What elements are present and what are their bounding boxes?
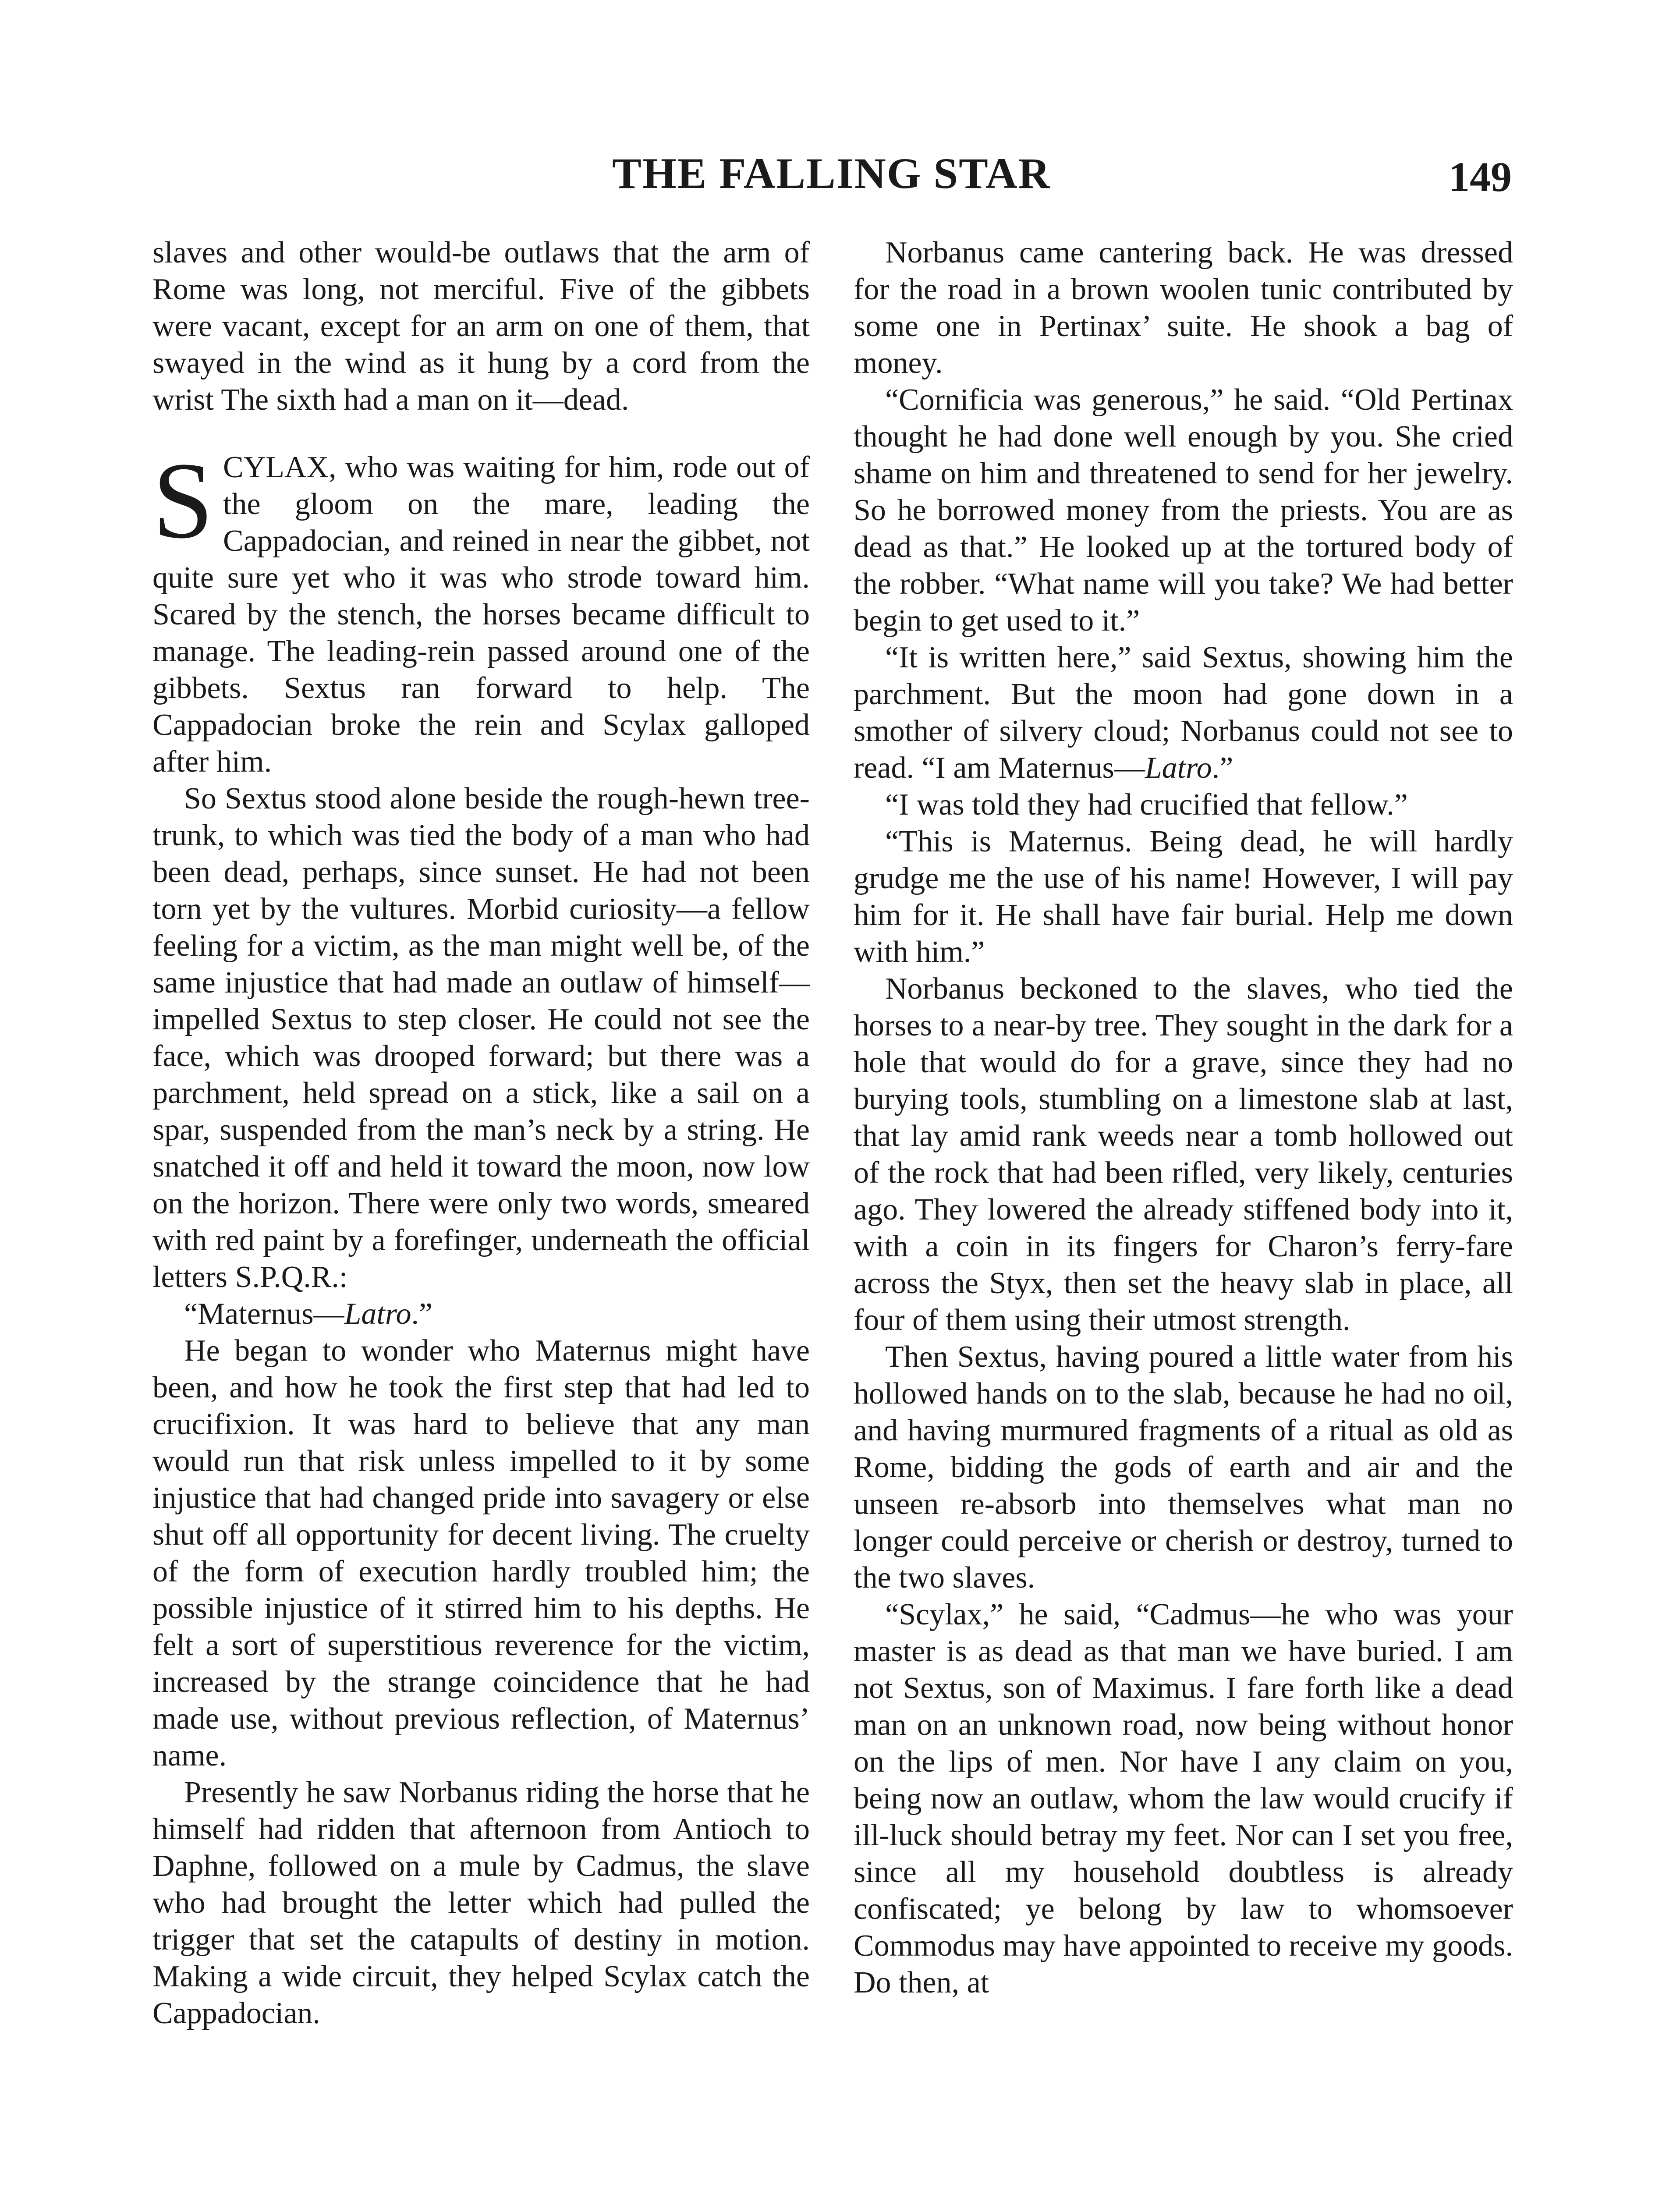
paragraph: Presently he saw Norbanus riding the horse that he himself had ridden that afternoon from Antioch to Daphne, followed on a mule by Cadmus, the slave who had brought the letter which had pulled the trigger that set the catapults of destiny in motion. Making a wide circuit, they helped Scylax catch the Cappadocian.: [152, 1776, 810, 2030]
paragraph-text: who was waiting for him, rode out of the gloom on the mare, leading the Cappadocian, and reined in near the gibbet, not quite sure yet who it was who strode toward him. Scared by the stench, the horses became difficult to manage. The leading-rein passed around one of the gibbets. Sextus ran forward to help. The Cappadocian broke the rein and Scylax galloped after him.: [152, 450, 810, 779]
paragraph: “Scylax,” he said, “Cadmus—he who was your master is as dead as that man we have buried. I am not Sextus, son of Maximus. I fare forth like a dead man on an unknown road, now being without honor on the lips of men. Nor have I any claim on you, being now an outlaw, whom the law would crucify if ill-luck should betray my feet. Nor can I set you free, since all my household doubtless is already confiscated; ye belong by law to whomsoever Commodus may have appointed to receive my goods. Do then, at: [854, 1598, 1513, 2000]
paragraph: slaves and other would-be outlaws that the arm of Rome was long, not merciful. Five of the gibbets were vacant, except for an arm on one of them, that swayed in the wind as it hung by a cord from the wrist The sixth had a man on it—dead.: [152, 236, 810, 417]
paragraph-text: “It is written here,” said Sextus, showing him the parchment. But the moon had gone down in a smother of silvery cloud; Norbanus could not see to read. “I am Maternus—: [854, 641, 1513, 785]
paragraph-text: .”: [1212, 751, 1233, 785]
paragraph: Then Sextus, having poured a little water from his hollowed hands on to the slab, because he had no oil, and having murmured fragments of a ritual as old as Rome, bidding the gods of earth and air and the unseen re-absorb into themselves what man no longer could perceive or cherish or destroy, turned to the two slaves.: [854, 1340, 1513, 1595]
paragraph: Norbanus beckoned to the slaves, who tied the horses to a near-by tree. They sought in the dark for a hole that would do for a grave, since they had no burying tools, stumbling on a limestone slab at last, that lay amid rank weeds near a tomb hollowed out of the rock that had been rifled, very likely, centuries ago. They lowered the already stiffened body into it, with a coin in its fingers for Charon’s ferry-fare across the Styx, then set the heavy slab in place, all four of them using their utmost strength.: [854, 972, 1513, 1337]
italic-word: Latro: [344, 1297, 411, 1331]
quote-text: “Maternus—: [184, 1297, 344, 1331]
inscription-quote: [152, 1296, 810, 1333]
paragraph: [854, 639, 1513, 787]
paragraph: Norbanus came cantering back. He was dressed for the road in a brown woolen tunic contributed by some one in Pertinax’ suite. He shook a bag of money.: [854, 236, 1513, 380]
drop-cap: S: [152, 440, 214, 561]
paragraph: “Cornificia was generous,” he said. “Old Pertinax thought he had done well enough by you. She cried shame on him and threatened to send for her jewelry. So he borrowed money from the priests. You are as dead as that.” He looked up at the tortured body of the robber. “What name will you take? We had better begin to get used to it.”: [854, 383, 1513, 638]
left-column: [152, 234, 810, 2032]
paragraph: So Sextus stood alone beside the rough-hewn tree-trunk, to which was tied the body of a man who had been dead, perhaps, since sunset. He had not been torn yet by the vultures. Morbid curiosity—a fellow feeling for a victim, as the man might well be, of the same injustice that had made an outlaw of himself—impelled Sextus to step closer. He could not see the face, which was drooped forward; but there was a parchment, held spread on a stick, like a sail on a spar, suspended from the man’s neck by a string. He snatched it off and held it toward the moon, now low on the horizon. There were only two words, smeared with red paint by a forefinger, underneath the official letters S.P.Q.R.:: [152, 782, 810, 1294]
section-opening-paragraph: [152, 440, 810, 780]
right-column: [854, 234, 1513, 2001]
paragraph: He began to wonder who Maternus might have been, and how he took the first step that had led to crucifixion. It was hard to believe that any man would run that risk unless impelled to it by some injustice that had changed pride into savagery or else shut off all opportunity for decent living. The cruelty of the form of execution hardly troubled him; the possible injustice of it stirred him to his depths. He felt a sort of superstitious reverence for the victim, increased by the strange coincidence that he had made use, without previous reflection, of Maternus’ name.: [152, 1334, 810, 1773]
page-number: 149: [1449, 153, 1512, 200]
quote-text: .”: [411, 1297, 433, 1331]
paragraph: “I was told they had crucified that fellow.”: [885, 788, 1408, 822]
italic-word: Latro: [1145, 751, 1212, 785]
running-title: THE FALLING STAR: [612, 149, 1051, 198]
paragraph: “This is Maternus. Being dead, he will hardly grudge me the use of his name! However, I will pay him for it. He shall have fair burial. Help me down with him.”: [854, 825, 1513, 969]
page-header: [151, 139, 1512, 209]
small-caps-lead: CYLAX,: [223, 450, 337, 484]
